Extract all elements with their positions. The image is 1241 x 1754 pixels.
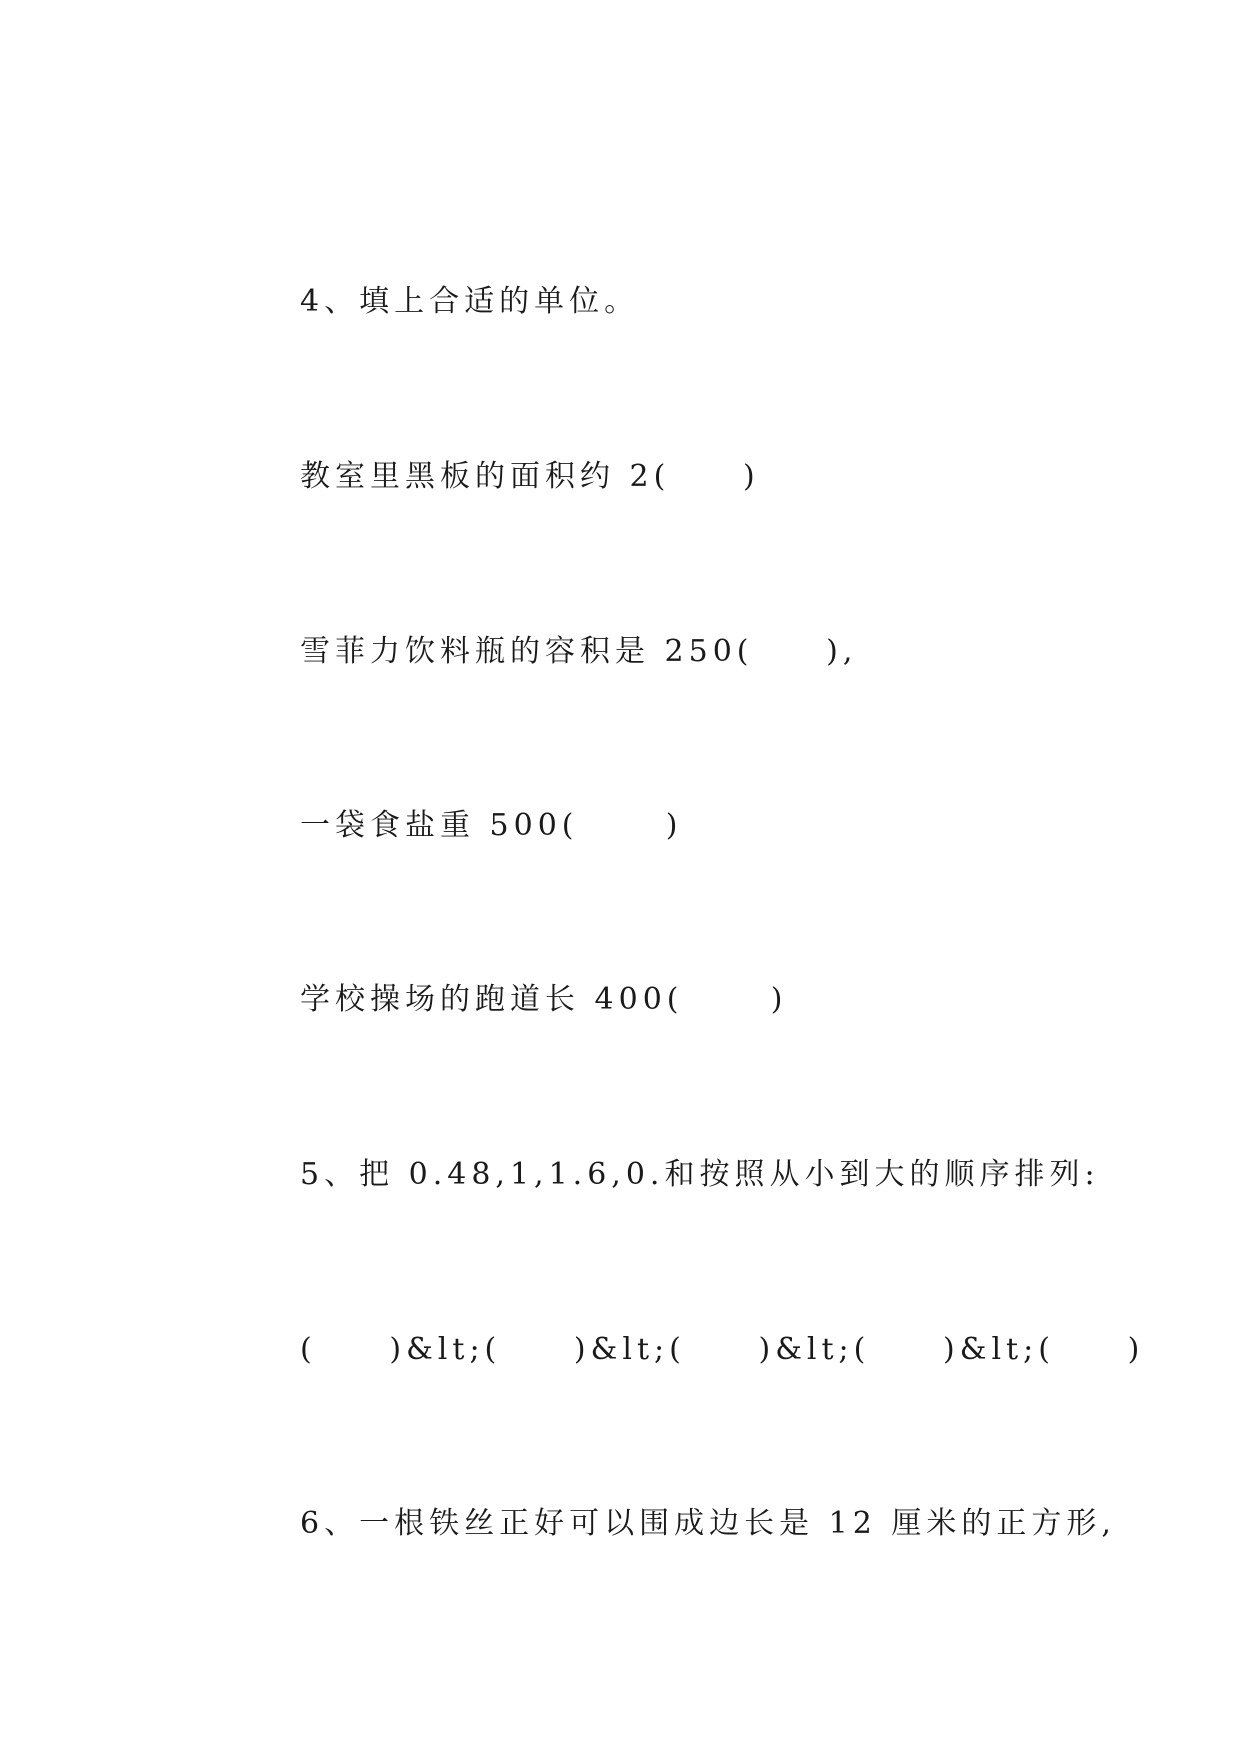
question-4-item-blackboard: 教室里黑板的面积约 2( ) [300,459,760,494]
question-4-item-track: 学校操场的跑道长 400( ) [300,982,788,1017]
question-5-answer-blanks: ( )&lt;( )&lt;( )&lt;( )&lt;( ) [300,1332,1145,1367]
question-4-item-bottle: 雪菲力饮料瓶的容积是 250( ), [300,634,858,669]
question-5-heading: 5、把 0.48,1,1.6,0.和按照从小到大的顺序排列: [300,1157,1100,1192]
question-6-heading: 6、一根铁丝正好可以围成边长是 12 厘米的正方形, [300,1506,1116,1541]
question-4-heading: 4、填上合适的单位。 [300,284,640,319]
question-4-item-salt: 一袋食盐重 500( ) [300,808,683,843]
